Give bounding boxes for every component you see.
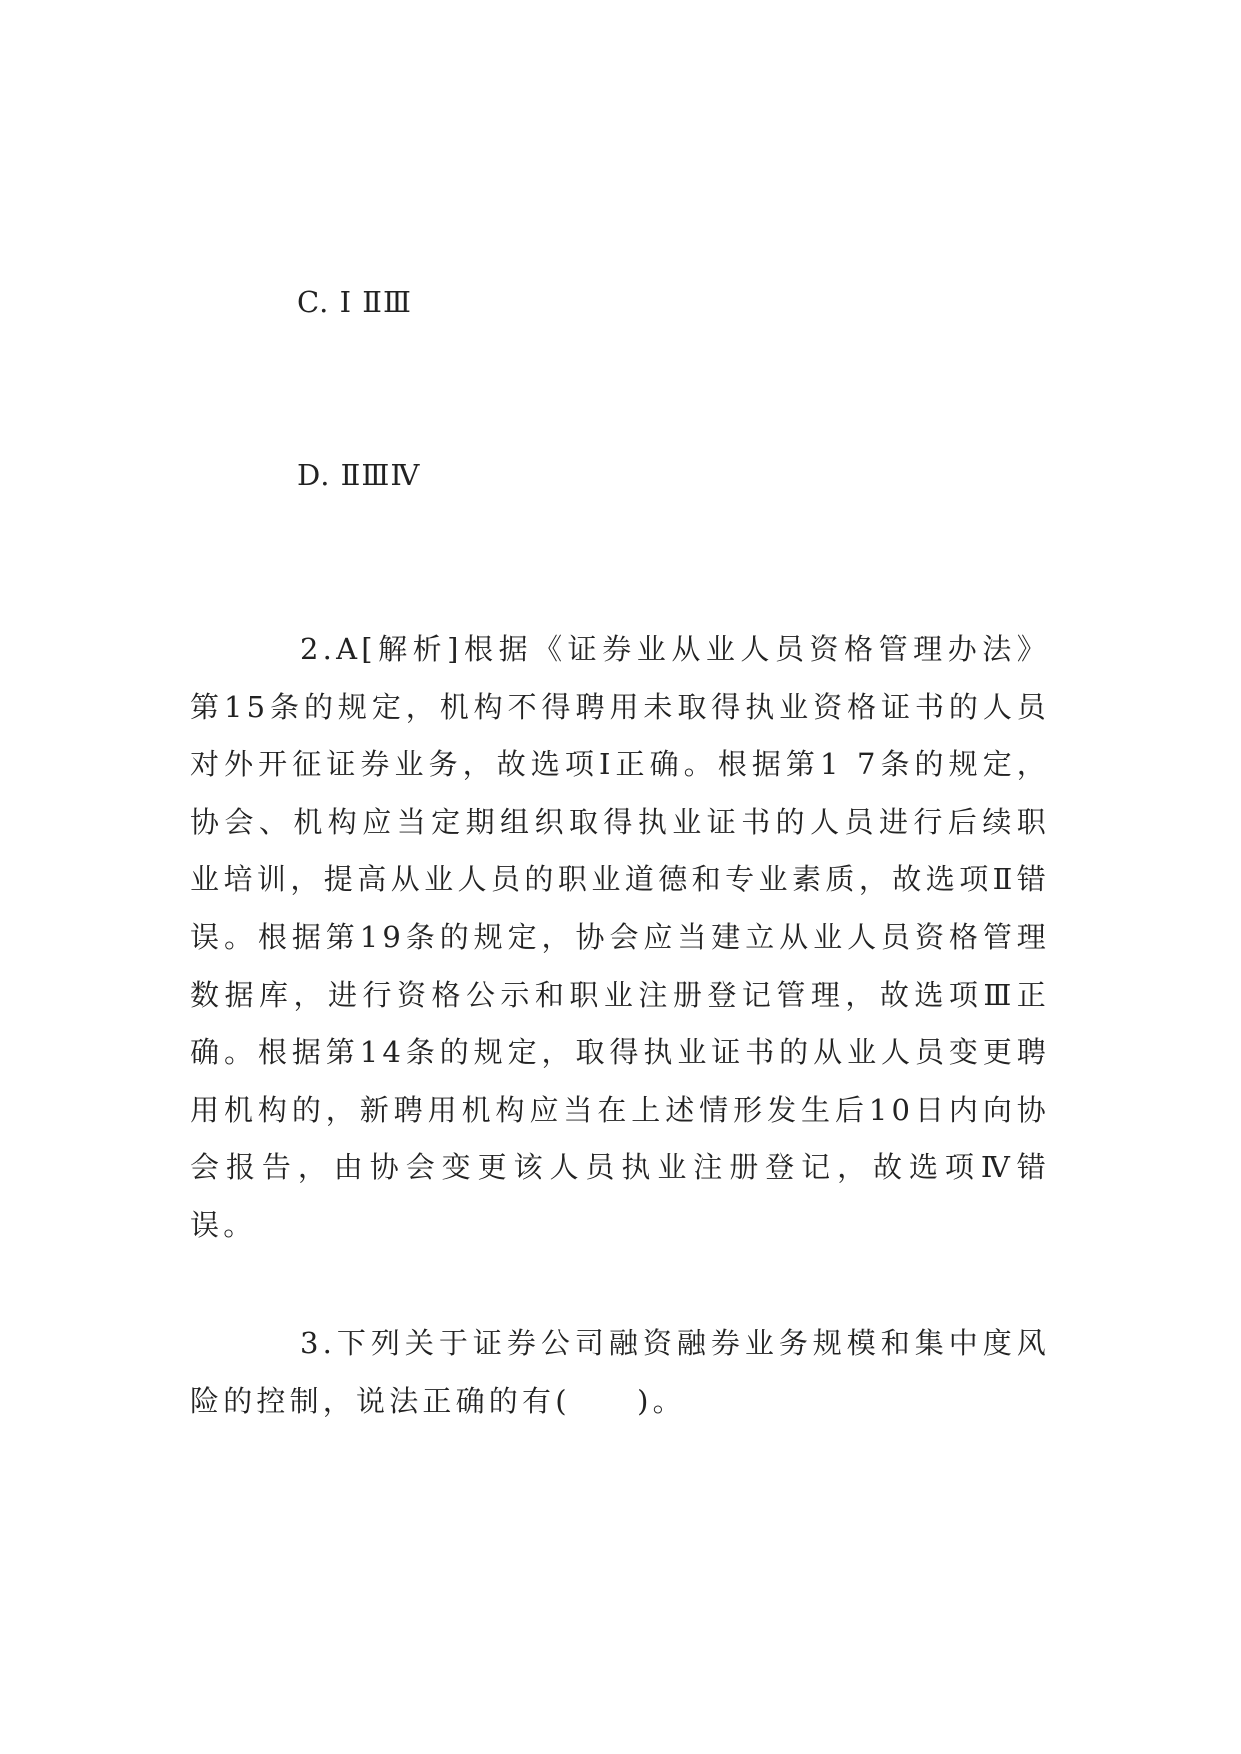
question-3: 3.下列关于证券公司融资融券业务规模和集中度风险的控制，说法正确的有( )。 [190, 1326, 1050, 1418]
option-d: D. ⅡⅢⅣ [297, 458, 421, 492]
answer-explanation-2: 2.A[解析]根据《证券业从业人员资格管理办法》第15条的规定，机构不得聘用未取得执业资格证书的人员对外开征证券业务，故选项Ⅰ正确。根据第1 7条的规定，协会、机构应当定期组织取得执业证书的人员进行后续职业培训，提高从业人员的职业道德和专业素质，故选项Ⅱ错误。根据第19条的规定，协会应当建立从业人员资格管理数据库，进行资格公示和职业注册登记管理，故选项Ⅲ正确。根据第14条的规定，取得执业证书的从业人员变更聘用机构的，新聘用机构应当在上述情形发生后10日内向协会报告，由协会变更该人员执业注册登记，故选项Ⅳ错误。 [190, 632, 1050, 1242]
option-c: C. Ⅰ ⅡⅢ [297, 285, 412, 319]
